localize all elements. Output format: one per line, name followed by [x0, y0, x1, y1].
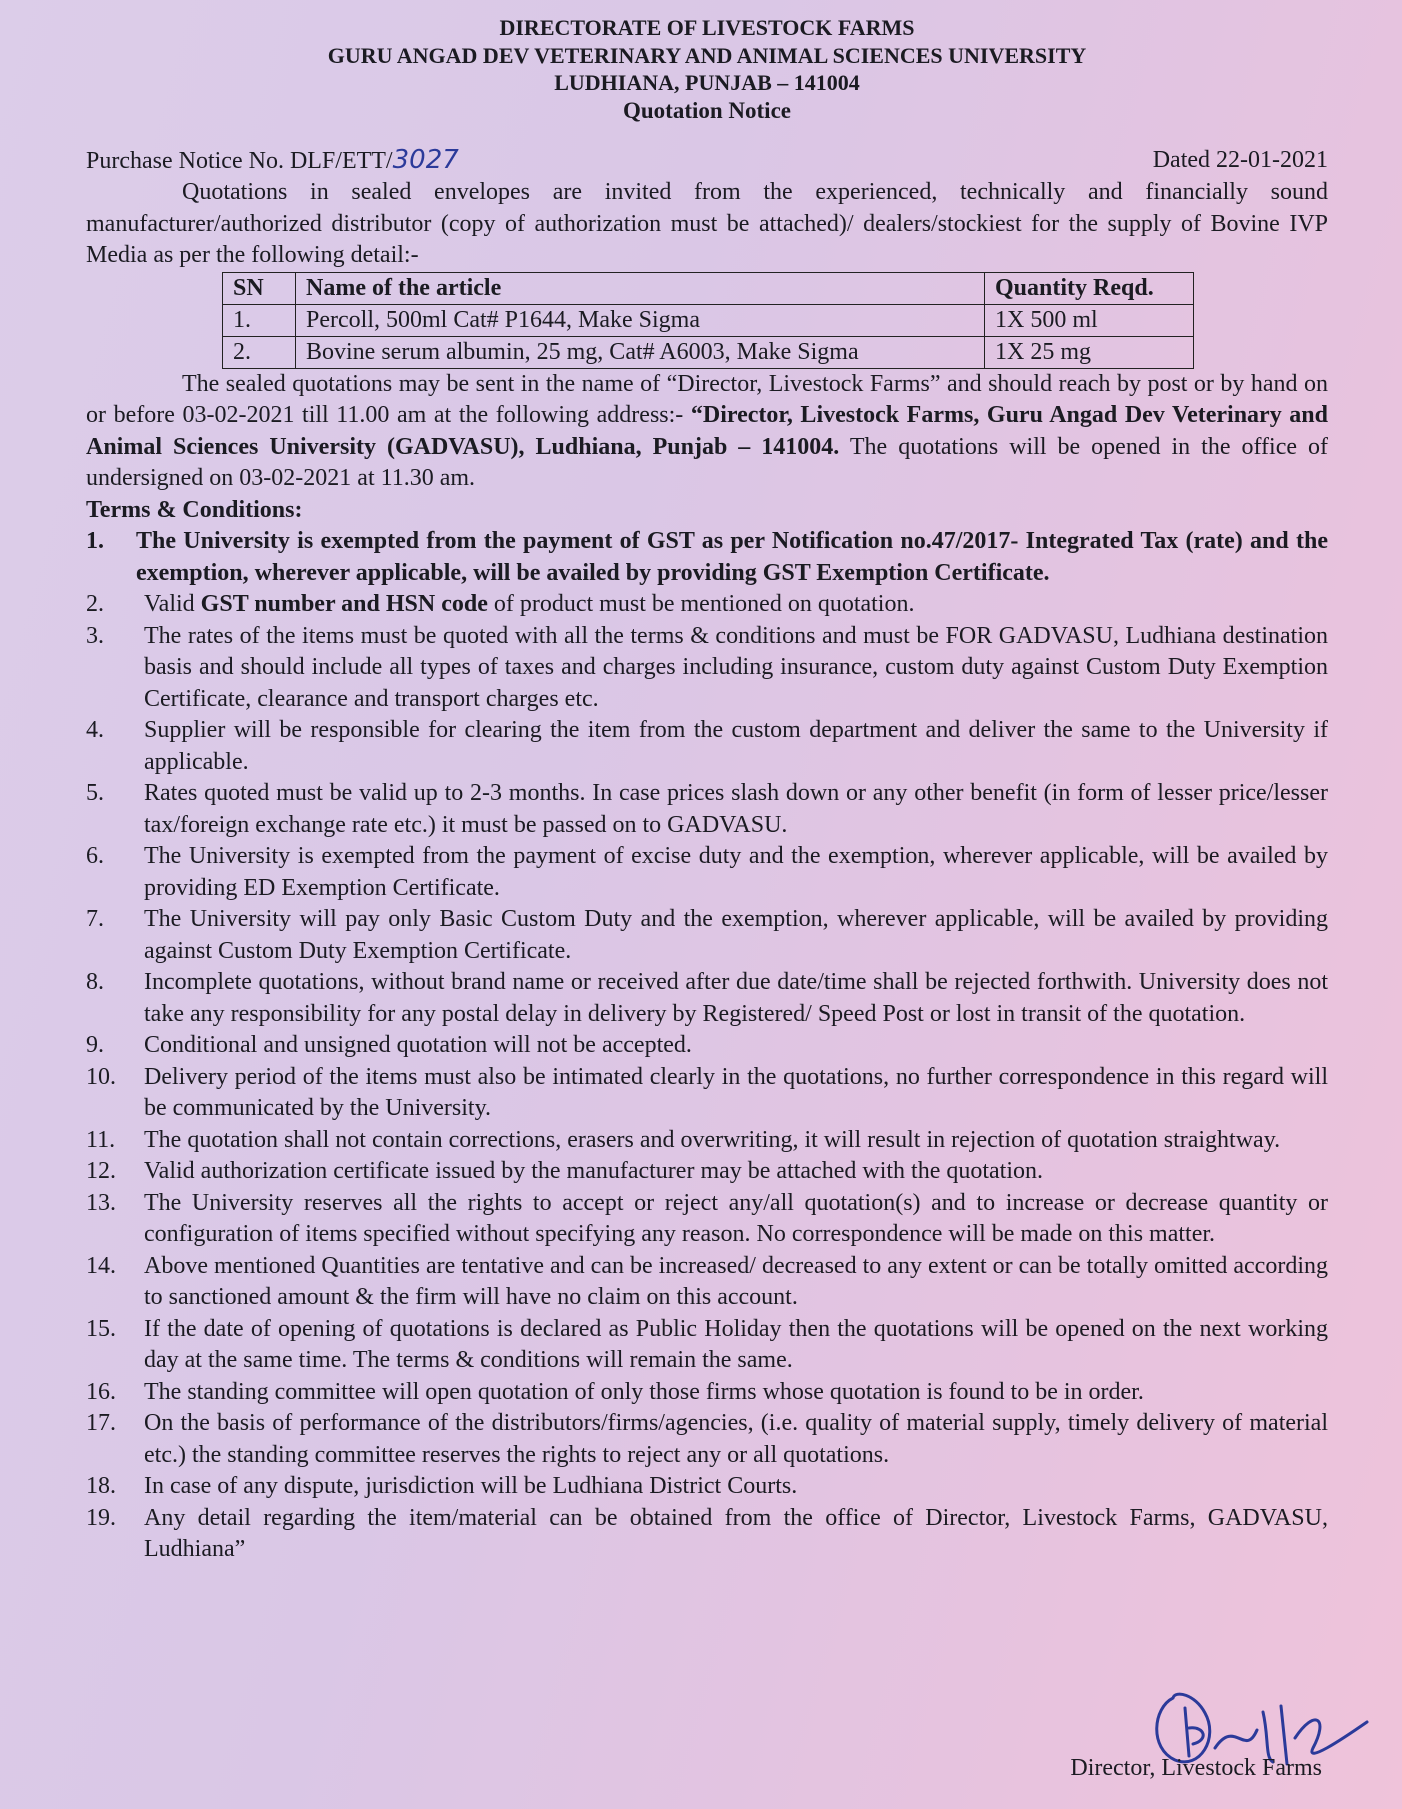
submission-paragraph [86, 369, 1328, 495]
table-header-quantity: Quantity Reqd. [985, 272, 1194, 304]
term-number: 10. [86, 1063, 116, 1090]
signature-block: Director, Livestock Farms [1070, 1755, 1322, 1781]
term-number: 8. [86, 969, 104, 995]
term-text: The standing committee will open quotation of only those firms whose quotation is found to be in order. [144, 1378, 1144, 1405]
list-item [86, 841, 1328, 904]
term-text: Rates quoted must be valid up to 2-3 months. In case prices slash down or any other benefit (in form of lesser price/lesser tax/foreign exchange rate etc.) it must be passed on to GADVASU. [144, 780, 1328, 838]
term-number: 16. [86, 1378, 116, 1405]
list-item [86, 1408, 1328, 1471]
list-item [86, 1471, 1328, 1503]
term-text: On the basis of performance of the distributors/firms/agencies, (i.e. quality of material supply, timely delivery of material etc.) the standing committee reserves the rights to reject any or all quotations. [144, 1410, 1328, 1468]
term-text: The University will pay only Basic Custom Duty and the exemption, wherever applicable, will be availed by providing against Custom Duty Exemption Certificate. [144, 906, 1328, 964]
list-item [86, 1125, 1328, 1157]
term-number: 6. [86, 843, 104, 869]
term-text: In case of any dispute, jurisdiction will be Ludhiana District Courts. [144, 1473, 798, 1499]
list-item [86, 715, 1328, 778]
term-text: The rates of the items must be quoted with all the terms & conditions and must be FOR GADVASU, Ludhiana destination basis and should include all types of taxes and charges including insurance, custom duty against Custom Duty Exemption Certificate, clearance and transport charges etc. [144, 622, 1328, 712]
notice-date [1153, 144, 1328, 177]
term-text [144, 589, 1328, 621]
list-item [86, 621, 1328, 716]
term-number: 9. [86, 1032, 104, 1058]
terms-heading: Terms & Conditions: [86, 496, 303, 523]
term-number: 18. [86, 1473, 116, 1499]
term-number: 11. [86, 1126, 116, 1153]
list-item [86, 526, 1328, 589]
term-text: Delivery period of the items must also be intimated clearly in the quotations, no further correspondence in this regard will be communicated by the University. [144, 1063, 1328, 1121]
term-number: 3. [86, 622, 104, 649]
list-item [86, 1377, 1328, 1409]
list-item [86, 967, 1328, 1030]
term-text: Supplier will be responsible for clearing the item from the custom department and deliver the same to the University if applicable. [144, 717, 1328, 775]
term-text-bold: GST number and HSN code [200, 591, 488, 617]
header-location: LUDHIANA, PUNJAB – 141004 [554, 70, 860, 95]
submission-address: “Director, Livestock Farms, Guru Angad Dev Veterinary and Animal Sciences University (GADVASU), Ludhiana, Punjab – 141004. [86, 402, 1328, 460]
term-text: The quotation shall not contain corrections, erasers and overwriting, it will result in rejection of quotation straightway. [144, 1126, 1281, 1153]
list-item [86, 1030, 1328, 1062]
table-cell-quantity: 1X 25 mg [985, 336, 1194, 368]
table-cell-quantity: 1X 500 ml [985, 304, 1194, 336]
term-text: Valid authorization certificate issued by the manufacturer may be attached with the quotation. [144, 1158, 1044, 1184]
date-value: 22-01-2021 [1216, 147, 1328, 173]
term-text: The University is exempted from the payment of GST as per Notification no.47/2017- Integrated Tax (rate) and the exemption, wherever applicable, will be availed by providing GST Exemption Certificate. [136, 528, 1328, 586]
list-item [86, 1503, 1328, 1566]
list-item [86, 1251, 1328, 1314]
term-text: The University reserves all the rights to accept or reject any/all quotation(s) and to increase or decrease quantity or configuration of items specified without specifying any reason. No correspondence will be made on this matter. [144, 1189, 1328, 1247]
notice-number-prefix: Purchase Notice No. DLF/ETT/ [86, 148, 393, 174]
list-item [86, 1314, 1328, 1377]
term-text: If the date of opening of quotations is declared as Public Holiday then the quotations will be opened on the next working day at the same time. The terms & conditions will remain the same. [144, 1315, 1328, 1373]
items-table [222, 272, 1194, 369]
list-item [86, 1188, 1328, 1251]
term-number: 1. [86, 528, 104, 554]
term-number: 12. [86, 1158, 116, 1184]
list-item [86, 1062, 1328, 1125]
table-row [223, 304, 1194, 336]
header-directorate: DIRECTORATE OF LIVESTOCK FARMS [499, 15, 915, 40]
table-cell-article: Bovine serum albumin, 25 mg, Cat# A6003, Make Sigma [296, 336, 985, 368]
notice-title: Quotation Notice [622, 97, 791, 123]
term-number: 14. [86, 1252, 116, 1279]
list-item [86, 589, 1328, 621]
table-header-row [223, 272, 1194, 304]
term-text: Any detail regarding the item/material can be obtained from the office of Director, Livestock Farms, GADVASU, Ludhiana” [144, 1504, 1328, 1562]
table-header-sn: SN [223, 272, 296, 304]
dated-label: Dated [1152, 147, 1217, 173]
table-cell-sn: 2. [223, 336, 296, 368]
term-number: 5. [86, 780, 104, 806]
intro-paragraph: Quotations in sealed envelopes are invited from the experienced, technically and financially sound manufacturer/authorized distributor (copy of authorization must be attached)/ dealers/stockiest for the supply of Bovine IVP Media as per the following detail:- [86, 179, 1328, 268]
term-number: 4. [86, 717, 104, 743]
handwritten-notice-number: 3027 [392, 145, 459, 175]
term-text-pre: Valid [144, 591, 201, 617]
term-number: 17. [86, 1410, 116, 1436]
table-cell-sn: 1. [223, 304, 296, 336]
term-text: Above mentioned Quantities are tentative and can be increased/ decreased to any extent or can be totally omitted according to sanctioned amount & the firm will have no claim on this account. [144, 1252, 1328, 1310]
term-text: Conditional and unsigned quotation will not be accepted. [144, 1032, 692, 1058]
list-item [86, 904, 1328, 967]
list-item [86, 778, 1328, 841]
submission-text: The sealed quotations may be sent in the name of “Director, Livestock Farms” and should reach by post or by hand on or before 03-02-2021 till 11.00 am at the following address:- [86, 370, 1328, 428]
term-text: The University is exempted from the payment of excise duty and the exemption, wherever applicable, will be availed by providing ED Exemption Certificate. [144, 843, 1328, 901]
opening-text: The quotations will be opened in the office of undersigned on 03-02-2021 at 11.30 am. [86, 433, 1328, 491]
term-number: 15. [86, 1315, 116, 1342]
term-number: 7. [86, 906, 104, 932]
purchase-notice-number [86, 144, 459, 177]
document-page [86, 14, 1328, 1566]
notice-meta-row [86, 144, 1328, 177]
header-university: GURU ANGAD DEV VETERINARY AND ANIMAL SCIENCES UNIVERSITY [327, 42, 1087, 68]
terms-list [86, 526, 1328, 1566]
list-item [86, 1156, 1328, 1188]
term-text-post: of product must be mentioned on quotation. [487, 591, 915, 617]
table-header-article: Name of the article [296, 272, 985, 304]
term-text: Incomplete quotations, without brand name or received after due date/time shall be rejected forthwith. University does not take any responsibility for any postal delay in delivery by Registered/ Speed Post or lost in transit of the quotation. [144, 969, 1328, 1027]
term-number: 13. [86, 1189, 116, 1216]
table-row [223, 336, 1194, 368]
table-cell-article: Percoll, 500ml Cat# P1644, Make Sigma [296, 304, 985, 336]
document-header [86, 14, 1328, 124]
term-number: 19. [86, 1504, 116, 1531]
term-number: 2. [86, 591, 104, 617]
